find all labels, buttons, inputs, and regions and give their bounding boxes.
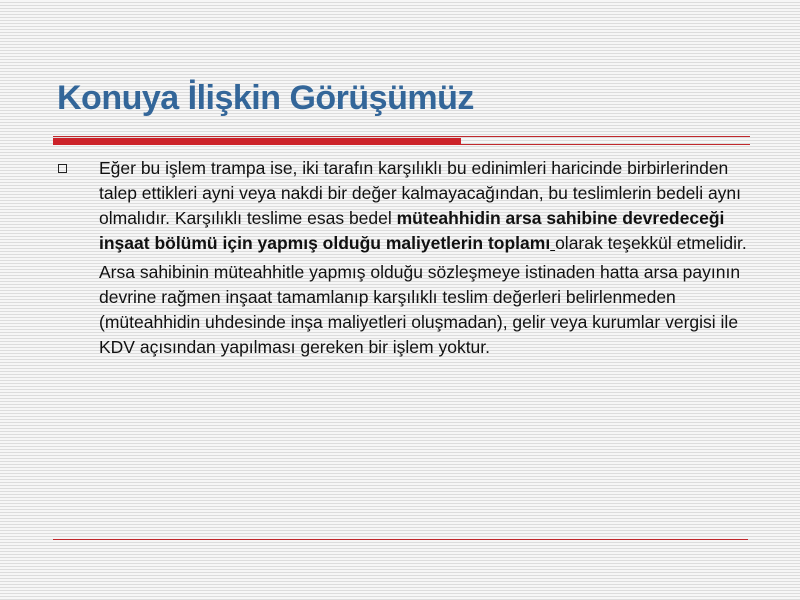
bullet-paragraph-2: Arsa sahibinin müteahhitle yapmış olduğu sözleşmeye istinaden hatta arsa payının devrine rağmen inşaat tamamlanıp karşılıklı teslim değerleri belirlenmeden (müteahhidin uhdesinde inşa maliyetleri oluşmadan), gelir veya kurumlar vergisi ile KDV açısından yapılması gereken bir işlem yoktur. <box>99 262 741 357</box>
paragraph-1-bold-text: müteahhidin arsa sahibine devredeceği inşaat bölümü için yapmış olduğu maliyetlerin toplamı <box>99 208 725 253</box>
bullet-content <box>99 156 749 360</box>
slide-title: Konuya İlişkin Görüşümüz <box>57 79 474 117</box>
title-divider-thin <box>53 136 750 137</box>
title-divider-thick <box>53 138 461 145</box>
title-divider-thin-lower <box>461 144 750 145</box>
square-bullet-icon <box>58 164 67 173</box>
paragraph-1-text: Eğer bu işlem trampa ise, iki tarafın karşılıklı bu edinimleri haricinde birbirlerinden talep ettikleri ayni veya nakdi bir değer kalmayacağından, bu teslimlerin bedeli aynı olmalıdır. Karşılıklı teslime esas bedel <box>99 158 742 228</box>
paragraph-1-text-end: olarak teşekkül etmelidir. <box>555 233 747 253</box>
footer-divider <box>53 539 748 540</box>
bullet-paragraph-1 <box>99 156 749 256</box>
